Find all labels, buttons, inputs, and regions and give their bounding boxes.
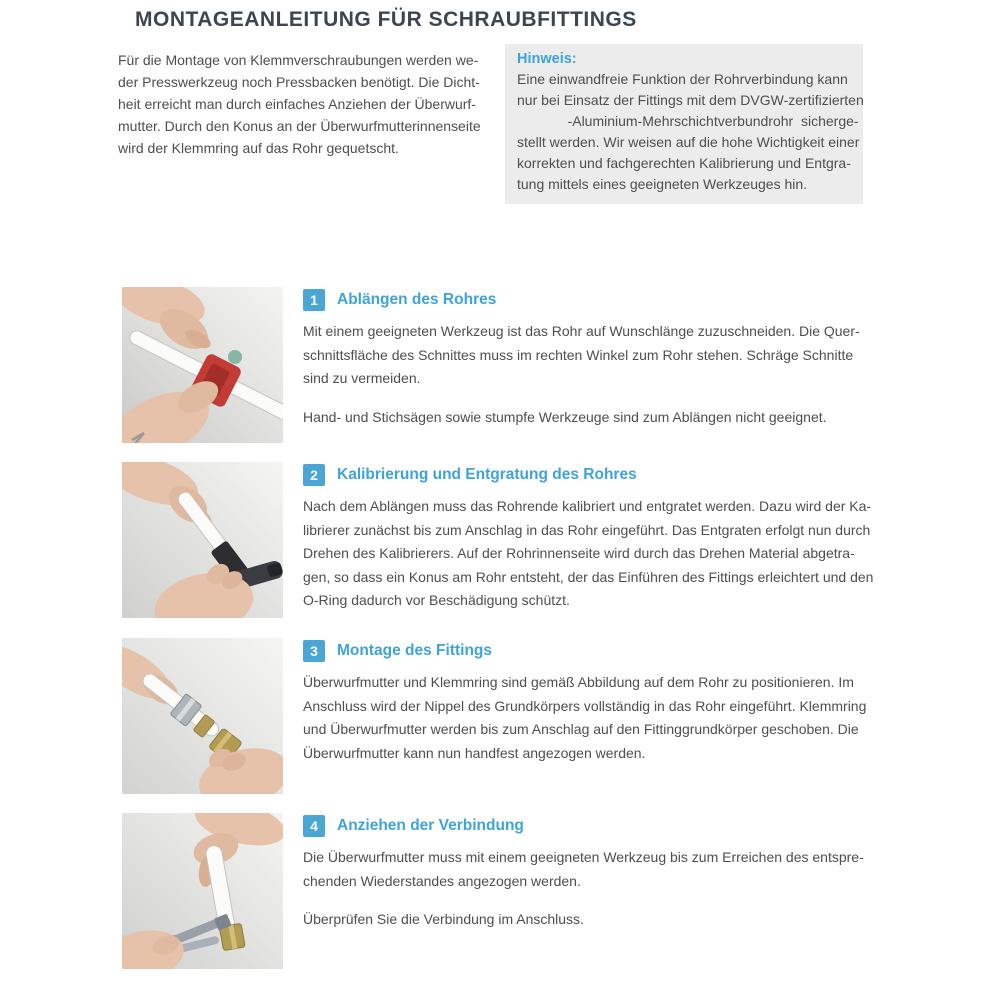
step-4-title: Anziehen der Verbindung <box>337 817 524 834</box>
step-4-paragraph-2: Überprüfen Sie die Verbindung im Anschluss. <box>303 911 584 927</box>
hinweis-text: Eine einwandfreie Funktion der Rohrverbindung kann nur bei Einsatz der Fittings mit dem DVGW-zertifizierten -Aluminium-Mehrschichtverbundrohr sicherge- stellt werden. Wir weisen auf die hohe Wichtigkeit einer korrekten und fachgerechten Kalibrierung und Entgra- tung mittels eines geeigneten Werkzeuges hin. <box>517 71 864 192</box>
step-1-content <box>303 289 903 429</box>
step-1-header <box>303 289 903 311</box>
step-2-paragraph-1: Nach dem Ablängen muss das Rohrende kalibriert und entgratet werden. Dazu wird der Ka- librierer zunächst bis zum Anschlag in das Rohr eingeführt. Das Entgraten erfolgt nun durch Drehen des Kalibrierers. Auf der Rohrinnenseite wird durch das Drehen Material abgetra- gen, so dass ein Konus am Rohr entsteht, der das Einführen des Fittings erleichtert und den O-Ring dadurch vor Beschädigung schützt. <box>303 498 874 608</box>
hinweis-label: Hinweis: <box>517 51 577 67</box>
step-3-paragraph-1: Überwurfmutter und Klemmring sind gemäß Abbildung auf dem Rohr zu positionieren. Im Anschluss wird der Nippel des Grundkörpers vollständig in das Rohr eingeführt. Klemmring und Überwurfmutter werden bis zum Anschlag auf den Fittinggrundkörper geschoben. Die Überwurfmutter kann nun handfest angezogen werden. <box>303 674 867 761</box>
step-2-content <box>303 464 903 628</box>
step-1-paragraph-1: Mit einem geeigneten Werkzeug ist das Rohr auf Wunschlänge zuzuschneiden. Die Quer- schnittsfläche des Schnittes muss im rechten Winkel zum Rohr stehen. Schräge Schnitte sind zu vermeiden. <box>303 323 860 386</box>
page-title: MONTAGEANLEITUNG FÜR SCHRAUBFITTINGS <box>135 8 637 31</box>
upper-hand <box>189 813 283 888</box>
hinweis-note-box <box>505 44 863 204</box>
lower-hand <box>122 924 188 969</box>
step-3-number-badge: 3 <box>303 640 325 662</box>
step-4-content <box>303 815 903 932</box>
step-1-number-badge: 1 <box>303 289 325 311</box>
step-3-content <box>303 640 903 780</box>
step-1-title: Ablängen des Rohres <box>337 291 497 308</box>
step-1-paragraph-2: Hand- und Stichsägen sowie stumpfe Werkzeuge sind zum Ablängen nicht geeignet. <box>303 408 827 425</box>
step-4-photo-tightening <box>122 813 283 969</box>
step-3-title: Montage des Fittings <box>337 642 492 659</box>
step-4-header <box>303 815 903 837</box>
step-2-header <box>303 464 903 486</box>
step-2-title: Kalibrierung und Entgratung des Rohres <box>337 466 637 483</box>
step-1-photo-pipe-cutting <box>122 287 283 443</box>
step-4-paragraph-1: Die Überwurfmutter muss mit einem geeigneten Werkzeug bis zum Erreichen des entspre- chenden Wiederstandes angezogen werden. <box>303 849 864 889</box>
step-2-photo-calibration <box>122 462 283 618</box>
step-3-header <box>303 640 903 662</box>
intro-paragraph: Für die Montage von Klemmverschraubungen werden we- der Presswerkzeug noch Pressbacken benötigt. Die Dicht- heit erreicht man durch einfaches Anziehen der Überwurf- mutter. Durch den Konus an der Überwurfmutterinnenseite wird der Klemmring auf das Rohr gequetscht. <box>118 52 481 156</box>
step-3-photo-fitting-assembly <box>122 638 283 794</box>
step-4-number-badge: 4 <box>303 815 325 837</box>
step-2-number-badge: 2 <box>303 464 325 486</box>
lower-hand <box>122 375 224 443</box>
